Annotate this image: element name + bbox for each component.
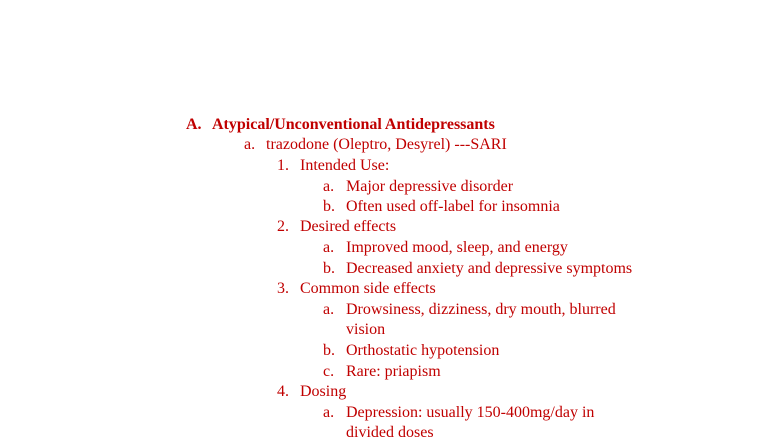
list-item-marker: b.: [323, 198, 335, 215]
list-item: [323, 403, 595, 423]
list-marker: 1.: [277, 157, 289, 174]
list-marker: 2.: [277, 218, 289, 235]
list-item-text: Improved mood, sleep, and energy: [346, 239, 568, 256]
list-item-marker: a.: [323, 178, 335, 195]
list-item: [323, 341, 500, 361]
section-title: Atypical/Unconventional Antidepressants: [212, 116, 495, 133]
desired-effects-heading: [277, 217, 397, 237]
list-item: [323, 259, 633, 279]
drug-item: [244, 135, 507, 155]
list-item: [323, 362, 441, 382]
list-item-text: Rare: priapism: [346, 363, 441, 380]
list-item-text: Drowsiness, dizziness, dry mouth, blurred: [346, 301, 616, 318]
list-item: [323, 197, 560, 217]
list-item: [323, 238, 568, 258]
section-heading: [186, 115, 495, 135]
section-marker: A.: [186, 116, 202, 133]
list-item-marker: b.: [323, 260, 335, 277]
list-item-text: Orthostatic hypotension: [346, 342, 500, 359]
drug-marker: a.: [244, 136, 256, 153]
list-heading-text: Dosing: [300, 383, 347, 400]
drug-name: trazodone (Oleptro, Desyrel) ---SARI: [266, 136, 507, 153]
list-item: [323, 177, 514, 197]
list-item-text: Depression: usually 150-400mg/day in: [346, 404, 595, 421]
list-heading-text: Common side effects: [300, 280, 436, 297]
list-item-marker: a.: [323, 404, 335, 421]
list-item-continuation: divided doses: [346, 424, 434, 441]
list-item-continuation: vision: [346, 321, 386, 338]
list-item-text: Decreased anxiety and depressive symptoms: [346, 260, 633, 277]
list-item: [323, 300, 616, 320]
list-item-marker: a.: [323, 239, 335, 256]
list-item-text: Major depressive disorder: [346, 178, 514, 195]
list-marker: 3.: [277, 280, 289, 297]
list-heading-text: Desired effects: [300, 218, 397, 235]
list-item-marker: b.: [323, 342, 335, 359]
list-marker: 4.: [277, 383, 289, 400]
side-effects-heading: [277, 279, 436, 299]
list-item-marker: c.: [323, 363, 335, 380]
intended-use-heading: [277, 156, 390, 176]
list-item-marker: a.: [323, 301, 335, 318]
list-heading-text: Intended Use:: [300, 157, 390, 174]
list-item-text: Often used off-label for insomnia: [346, 198, 560, 215]
dosing-heading: [277, 382, 347, 402]
